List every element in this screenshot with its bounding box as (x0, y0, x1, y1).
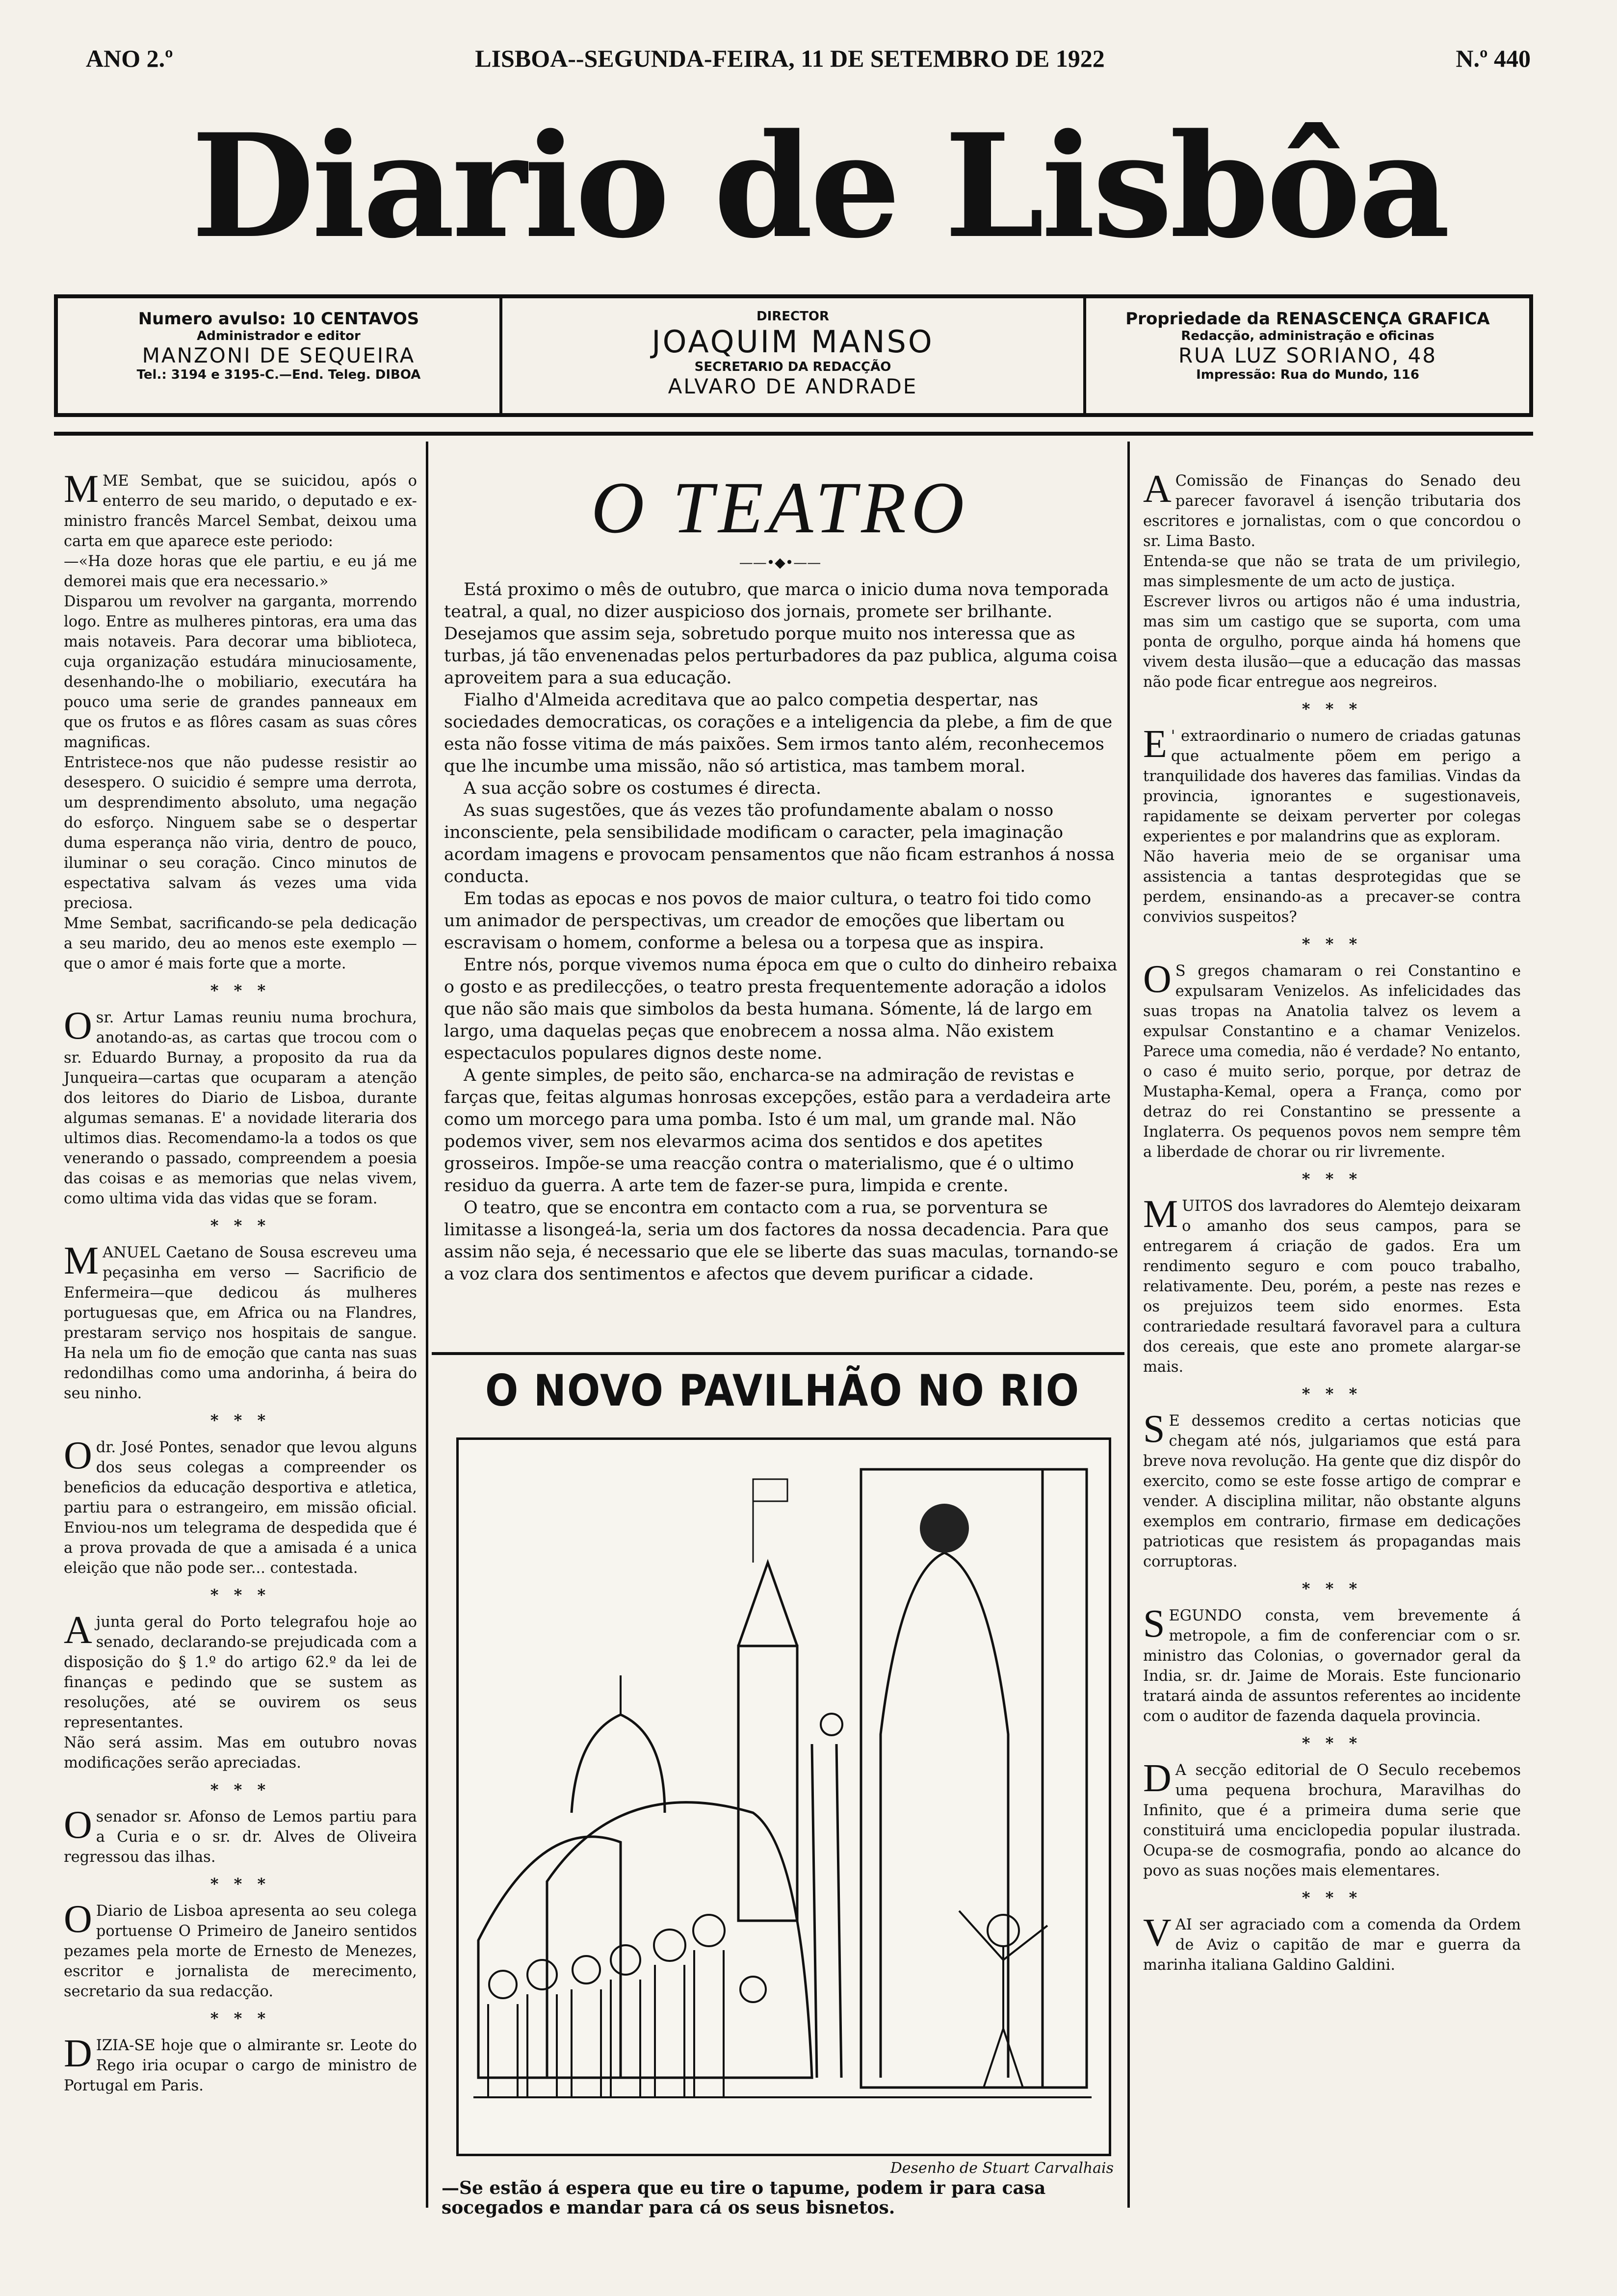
drop-cap: O (64, 1434, 92, 1477)
section-separator: * * * (210, 981, 271, 1000)
secretary-label: SECRETARIO DA REDACÇÃO (694, 360, 891, 374)
news-brief (64, 1239, 417, 1404)
drop-cap: D (1143, 1757, 1172, 1800)
news-brief (1143, 592, 1521, 692)
brief-text: Disparou um revolver na garganta, morrendo logo. Entre as mulheres pintoras, era uma das mais notaveis. Para decorar uma biblioteca, cuja organização estudára minuciosamente, desenhando-lhe o mobiliario, executára ha pouco uma serie de grandes panneaux em que os frutos e as flôres casam as suas côres magnificas. (64, 593, 417, 751)
phone-line: Tel.: 3194 e 3195-C.—End. Teleg. DIBOA (136, 367, 421, 382)
section-separator: * * * (210, 1411, 271, 1430)
section-separator: * * * (210, 1586, 271, 1604)
section-separator: * * * (1302, 1170, 1362, 1188)
section-separator: * * * (210, 2009, 271, 2028)
drop-cap: S (1143, 1408, 1165, 1451)
owner-line: Propriedade da RENASCENÇA GRAFICA (1125, 309, 1490, 329)
brief-text: UITOS dos lavradores do Alemtejo deixaram o amanho dos seus campos, para se entregarem á criação de gados. Era um rendimento seguro e com pouco trabalho, relativamente. Deu, porém, a peste nas rezes e os prejuizos teem sido enormes. Esta contrariedade resultará favoravel para a cultura dos cereais, que este ano promete alargar-se mais. (1143, 1198, 1521, 1376)
brief-text: Diario de Lisboa apresenta ao seu colega portuense O Primeiro de Janeiro sentidos pezames pela morte de Ernesto de Menezes, escritor e jornalista de merecimento, secretario da sua redacção. (64, 1903, 417, 2000)
admin-name: MANZONI DE SEQUEIRA (142, 343, 416, 367)
cartoon-illustration (456, 1437, 1111, 2156)
news-brief (64, 1609, 417, 1733)
drop-cap: A (1143, 468, 1172, 511)
news-brief (1143, 1193, 1521, 1377)
left-column (64, 468, 417, 2096)
news-brief (64, 1004, 417, 1209)
section-separator: * * * (1302, 1579, 1362, 1598)
title-ornament: ——•◆•—— (739, 554, 821, 571)
brief-text: S gregos chamaram o rei Constantino e expulsaram Venizelos. As infelicidades das suas tropas na Anatolia talvez os levem a expulsar Constantino e a chamar Venizelos. Parece uma comedia, não é verdade? No entanto, o caso é muito serio, porque, por detraz de Mustapha-Kemal, opera a França, como por detraz do rei Constantino se pressente a Inglaterra. Os pequenos povos nem sempre têm a liberdade de chorar ou rir livremente. (1143, 963, 1521, 1161)
brief-text: IZIA-SE hoje que o almirante sr. Leote do Rego iria ocupar o cargo de ministro de Portugal em Paris. (64, 2037, 417, 2094)
section-separator: * * * (1302, 700, 1362, 718)
drop-cap: M (1143, 1193, 1178, 1236)
article-paragraph: Está proximo o mês de outubro, que marca o inicio duma nova temporada teatral, a qual, no dizer auspicioso dos jornais, promete ser brilhante. Desejamos que assim seja, sobretudo porque muito nos interessa que as turbas, já tão envenenadas pelos perturbadores da paz publica, alguma coisa aproveitem para a sua educação. (444, 580, 1118, 688)
section-separator: * * * (210, 1780, 271, 1799)
address-line: RUA LUZ SORIANO, 48 (1178, 343, 1437, 367)
brief-text: EGUNDO consta, vem brevemente á metropole, a fim de conferenciar com o sr. ministro das Colonias, o governador geral da India, sr. dr. Jaime de Morais. Este funcionario tratará ainda de assuntos referentes ao incidente com o auditor de fazenda daquela provincia. (1143, 1607, 1521, 1725)
section-separator: * * * (210, 1216, 271, 1235)
director-name: JOAQUIM MANSO (652, 324, 934, 360)
article-paragraph: Fialho d'Almeida acreditava que ao palco competia despertar, nas sociedades democraticas, os corações e a inteligencia da plebe, a fim de que esta não fosse vitima de más paixões. Sem irmos tanto além, reconhecemos que lhe incumbe uma missão, não só artistica, mas tambem moral. (444, 690, 1113, 776)
article-paragraph: Em todas as epocas e nos povos de maior cultura, o teatro foi tido como um animador de perspectivas, um creador de emoções que libertam ou escravisam o homem, conforme a belesa ou a torpesa que as inspira. (444, 889, 1092, 953)
drop-cap: A (64, 1609, 92, 1652)
news-brief (64, 753, 417, 913)
horizontal-rule (432, 1352, 1124, 1355)
section-separator: * * * (210, 1875, 271, 1893)
column-rule (426, 442, 428, 2208)
section-separator: * * * (1302, 1384, 1362, 1403)
director-box (502, 298, 1083, 413)
brief-text: Entristece-nos que não pudesse resistir ao desespero. O suicidio é sempre uma derrota, um desprendimento absoluto, uma negação do esforço. Ninguem sabe se o despertar duma esperança não viria, dentro de pouco, iluminar o seu coração. Cinco minutos de espectativa salvam ás vezes uma vida preciosa. (64, 754, 417, 912)
news-brief (1143, 551, 1521, 592)
brief-text: —«Ha doze horas que ele partiu, e eu já me demorei mais que era necessario.» (64, 553, 417, 590)
brief-text: Mme Sembat, sacrificando-se pela dedicação a seu marido, deu ao menos este exemplo — que o amor é mais forte que a morte. (64, 915, 417, 972)
news-brief (1143, 468, 1521, 551)
section-separator: * * * (1302, 1734, 1362, 1752)
article-paragraph: A gente simples, de peito são, encharca-se na admiração de revistas e farças que, feitas algumas honrosas excepções, estão para a verdadeira arte como um morcego para uma pomba. Isto é um mal, um grande mal. Não podemos viver, sem nos elevarmos acima dos sentidos e dos apetites grosseiros. Impõe-se uma reacção contra o materialismo, que é o ultimo residuo da guerra. A arte tem de fazer-se pura, limpida e crente. (444, 1066, 1111, 1196)
news-brief (1143, 723, 1521, 847)
director-label: DIRECTOR (756, 309, 829, 324)
year-label: ANO 2.º (86, 45, 173, 72)
drop-cap: V (1143, 1911, 1172, 1955)
secretary-name: ALVARO DE ANDRADE (668, 374, 918, 398)
article-paragraph: A sua acção sobre os costumes é directa. (464, 779, 821, 798)
article-paragraph: Entre nós, porque vivemos numa época em que o culto do dinheiro rebaixa o gosto e as predilecções, o teatro presta frequentemente adoração a idolos que não são mais que simbolos da besta humana. Sómente, lá de largo em largo, uma daquelas peças que enobrecem a nossa alma. Não existem espectaculos populares dignos deste nome. (444, 955, 1118, 1063)
dateline: LISBOA--SEGUNDA-FEIRA, 11 DE SETEMBRO DE 1922 (475, 45, 1105, 72)
office-line: Redacção, administração e oficinas (1181, 329, 1434, 343)
news-brief (64, 2032, 417, 2096)
section-separator: * * * (1302, 935, 1362, 953)
drop-cap: M (64, 1239, 99, 1282)
brief-text: Comissão de Finanças do Senado deu parecer favoravel á isenção tributaria dos escritores e jornalistas, com o que concordou o sr. Lima Basto. (1143, 472, 1521, 550)
news-brief (64, 913, 417, 974)
news-brief (1143, 1911, 1521, 1975)
drop-cap: O (64, 1004, 92, 1047)
section-separator: * * * (1302, 1888, 1362, 1907)
brief-text: ME Sembat, que se suicidou, após o enterro de seu marido, o deputado e ex-ministro francês Marcel Sembat, deixou uma carta em que aparece este periodo: (64, 472, 417, 550)
admin-role: Administrador e editor (197, 329, 361, 343)
news-brief (1143, 1602, 1521, 1726)
news-brief (64, 1733, 417, 1773)
drop-cap: O (1143, 958, 1172, 1001)
admin-box (58, 298, 499, 413)
info-bar (54, 294, 1533, 417)
news-brief (1143, 1757, 1521, 1881)
drop-cap: S (1143, 1602, 1165, 1645)
news-brief (64, 592, 417, 753)
news-brief (1143, 958, 1521, 1162)
cartoon-credit: Desenho de Stuart Carvalhais (890, 2160, 1114, 2177)
drop-cap: D (64, 2032, 92, 2075)
cartoon-caption: —Se estão á espera que eu tire o tapume, podem ir para casa socegados e mandar para cá os seus bisnetos. (442, 2178, 1046, 2218)
column-rule (1127, 442, 1130, 2208)
brief-text: Não será assim. Mas em outubro novas modificações serão apreciadas. (64, 1734, 417, 1772)
brief-text: AI ser agraciado com a comenda da Ordem de Aviz o capitão de mar e guerra da marinha italiana Galdino Galdini. (1143, 1916, 1521, 1974)
brief-text: A secção editorial de O Seculo recebemos uma pequena brochura, Maravilhas do Infinito, que é a primeira duma serie que constituirá uma enciclopedia popular ilustrada. Ocupa-se de cosmografia, pondo ao alcance do povo as suas noções mais elementares. (1143, 1762, 1521, 1879)
news-brief (1143, 1408, 1521, 1572)
issue-number: N.º 440 (1456, 45, 1531, 72)
price-label: Numero avulso: 10 CENTAVOS (138, 309, 419, 329)
horizontal-rule (54, 432, 1533, 436)
article-paragraph: As suas sugestões, que ás vezes tão profundamente abalam o nosso inconsciente, pela sensibilidade modificam o caracter, pela imaginação acordam imagens e provocam pensamentos que não ficam estranhos á nossa conducta. (444, 801, 1115, 887)
cartoon-title: O NOVO PAVILHÃO NO RIO (485, 1365, 1080, 1416)
brief-text: sr. Artur Lamas reuniu numa brochura, anotando-as, as cartas que trocou com o sr. Eduardo Burnay, a proposito da rua da Junqueira—cartas que ocuparam a atenção dos leitores do Diario de Lisboa, durante algumas semanas. E' a novidade literaria dos ultimos dias. Recomendamo-la a todos os que venerando o passado, compreendem a poesia das coisas e as memorias que nelas vivem, como ultima vida das vidas que se foram. (64, 1009, 417, 1207)
right-column (1143, 468, 1521, 1975)
cartoon-drawing (459, 1440, 1109, 2154)
brief-text: E dessemos credito a certas noticias que chegam até nós, julgariamos que está para breve nova revolução. Ha gente que diz dispôr do exercito, como se este fosse artigo de comprar e vender. A disciplina militar, não obstante alguns exemplos em contrario, firmase em dedicações patrioticas que resistem ás propagandas mais corruptoras. (1143, 1412, 1521, 1570)
brief-text: Escrever livros ou artigos não é uma industria, mas sim um castigo que se suporta, com uma ponta de orgulho, porque ainda há homens que vivem desta ilusão—que a educação das massas não pode ficar entregue aos negreiros. (1143, 593, 1521, 691)
news-brief (64, 1803, 417, 1867)
news-brief (64, 551, 417, 592)
brief-text: junta geral do Porto telegrafou hoje ao senado, declarando-se prejudicada com a disposição do § 1.º do artigo 62.º da lei de finanças e pedindo que se sustem as resoluções, até se ouvirem os seus representantes. (64, 1614, 417, 1731)
article-paragraph: O teatro, que se encontra em contacto com a rua, se porventura se limitasse a lisongeá-la, seria um dos factores da nossa decadencia. Para que assim não seja, é necessario que ele se liberte das suas maculas, tornando-se a voz clara dos sentimentos e afectos que devem purificar a cidade. (444, 1198, 1119, 1284)
article-title: O TEATRO (591, 467, 969, 548)
owner-box (1086, 298, 1529, 413)
brief-text: Não haveria meio de se organisar uma assistencia a tantas desprotegidas que se perdem, ensinando-as a precaver-se contra convivios suspeitos? (1143, 848, 1521, 926)
news-brief (1143, 847, 1521, 927)
news-brief (64, 1434, 417, 1578)
news-brief (64, 1898, 417, 2002)
brief-text: ANUEL Caetano de Sousa escreveu uma peçasinha em verso — Sacrificio de Enfermeira—que dedicou ás mulheres portuguesas que, em Africa ou na Flandres, prestaram serviço nos hospitais de sangue. Ha nela um fio de emoção que canta nas suas redondilhas como uma andorinha, á beira do seu ninho. (64, 1244, 417, 1402)
article-body (444, 579, 1121, 1285)
drop-cap: M (64, 468, 99, 511)
masthead-title: Diario de Lisbôa (191, 103, 1448, 270)
drop-cap: O (64, 1898, 92, 1941)
drop-cap: O (64, 1803, 92, 1847)
brief-text: senador sr. Afonso de Lemos partiu para a Curia e o sr. dr. Alves de Oliveira regressou das ilhas. (64, 1808, 417, 1866)
print-line: Impressão: Rua do Mundo, 116 (1196, 367, 1419, 382)
brief-text: Entenda-se que não se trata de um privilegio, mas simplesmente de um acto de justiça. (1143, 553, 1521, 590)
drop-cap: E (1143, 723, 1167, 766)
brief-text: ' extraordinario o numero de criadas gatunas que actualmente põem em perigo a tranquilidade dos haveres das familias. Vindas da provincia, ignorantes e sugestionaveis, rapidamente se deixam perverter por colegas experientes e por malandrins que as exploram. (1143, 728, 1521, 845)
news-brief (64, 468, 417, 551)
brief-text: dr. José Pontes, senador que levou alguns dos seus colegas a compreender os beneficios da educação desportiva e atletica, partiu para o estrangeiro, em missão oficial. Enviou-nos um telegrama de despedida que é a prova provada de que a amisada é a unica eleição que não pode ser... contestada. (64, 1439, 417, 1577)
